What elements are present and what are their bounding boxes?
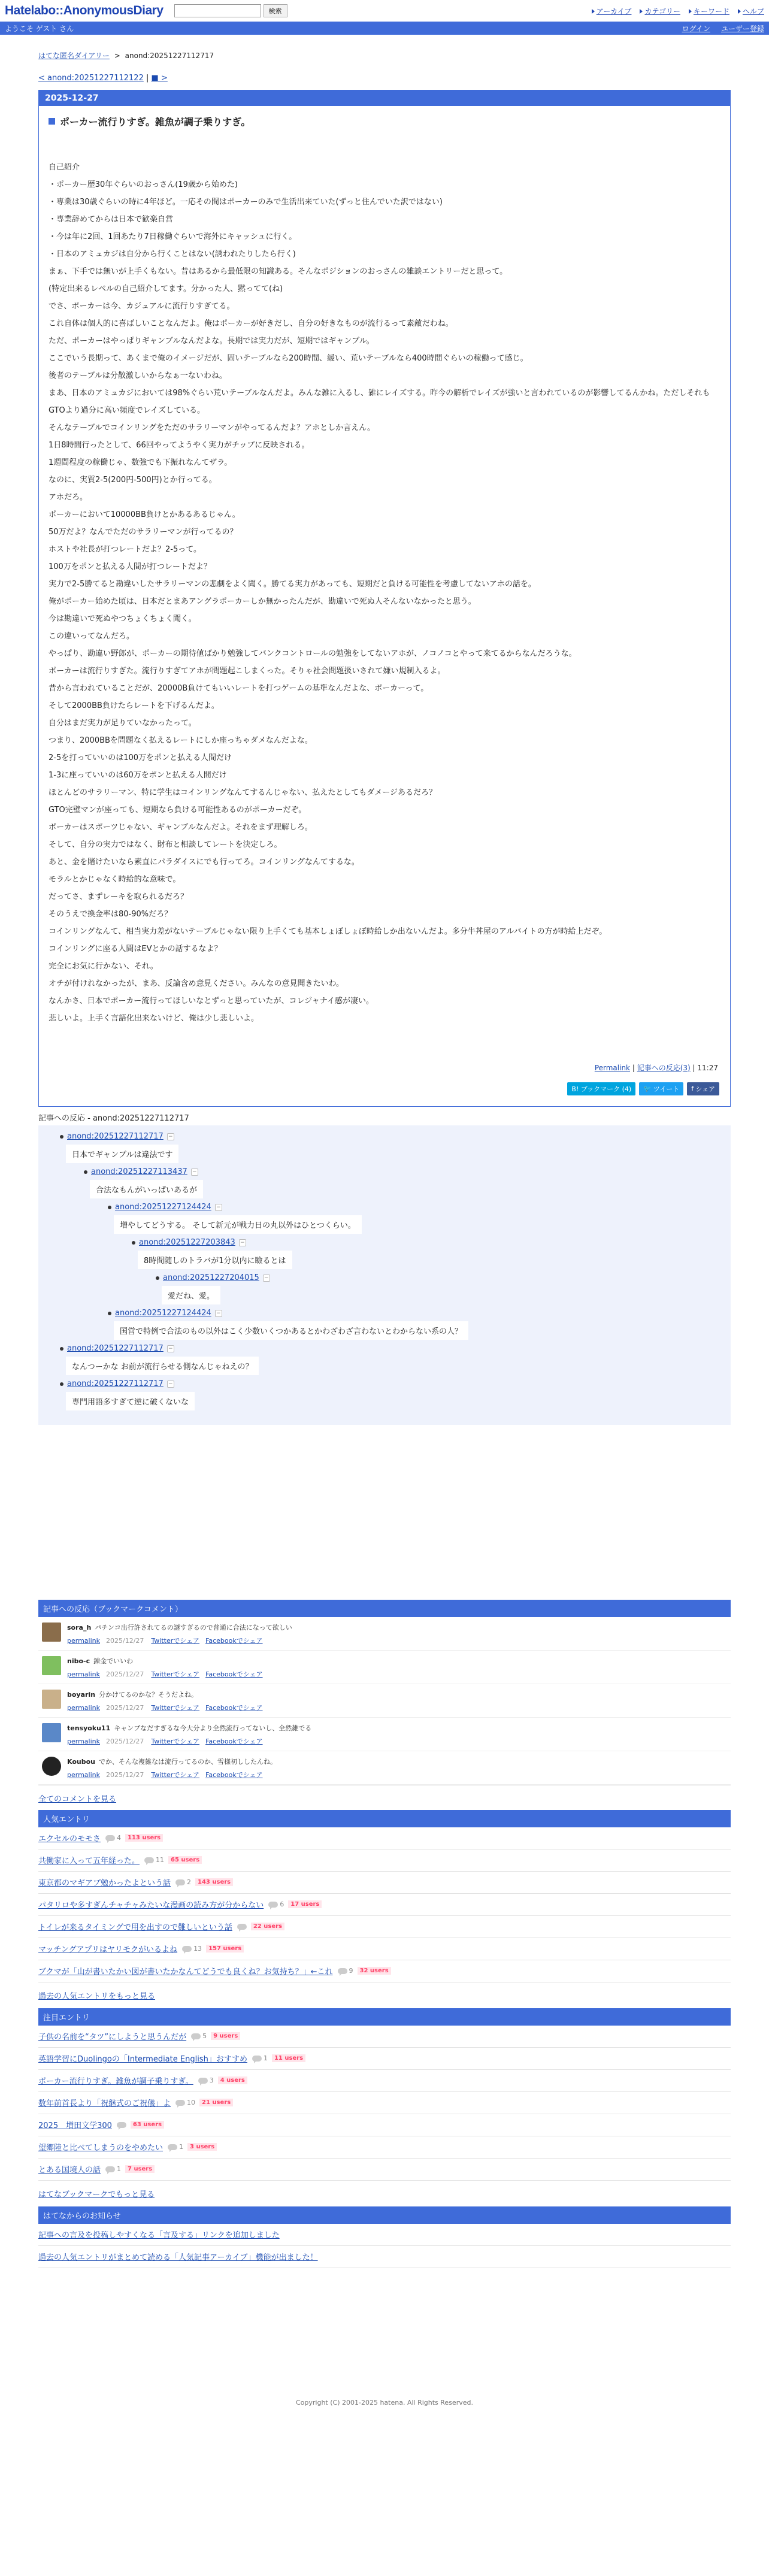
- reaction-text: 専門用語多すぎて逆に破くないな: [66, 1392, 195, 1410]
- bookmark-permalink[interactable]: permalink: [67, 1703, 100, 1712]
- article-paragraph: なんかさ、日本でポーカー流行ってほしいなとずっと思っていたが、コレジャナイ感が凄い。: [49, 996, 374, 1006]
- article-paragraph: やっぱり、勘違い野郎が、ポーカーの期待値ばかり勉強してバンクコントロールの勉強をしてないアホが、ノコノコとやって来てるからなんだろうな。: [49, 649, 577, 658]
- entry-row: [38, 2048, 731, 2070]
- users-badge[interactable]: 7 users: [125, 2165, 155, 2173]
- collapse-toggle-icon[interactable]: −: [263, 1275, 270, 1282]
- search-button[interactable]: 検索: [264, 4, 287, 17]
- reaction-text: なんつーかな お前が流行らせる側なんじゃねえの？: [66, 1357, 259, 1375]
- archive-link[interactable]: アーカイブ: [596, 7, 632, 16]
- article-body: [39, 128, 730, 1028]
- bookmark-user[interactable]: tensyoku11: [67, 1724, 111, 1732]
- article-paragraph: ・ポーカー歴30年ぐらいのおっさん(19歳から始めた): [49, 180, 238, 189]
- comment-bubble-icon: [175, 1879, 185, 1885]
- bookmark-comment-body: [67, 1723, 311, 1748]
- entry-row: [38, 2026, 731, 2048]
- user-bar: [0, 22, 769, 35]
- users-badge[interactable]: 32 users: [358, 1967, 391, 1975]
- article-paragraph: モラルとかじゃなく時給的な意味で。: [49, 874, 181, 884]
- reaction-node-header: [84, 1167, 731, 1177]
- bookmark-user[interactable]: Koubou: [67, 1757, 95, 1766]
- entry-title-link[interactable]: 数年前首長より「祝継式のご祝儀」よ: [38, 2099, 171, 2109]
- day-nav: [38, 74, 731, 83]
- share-buttons: [39, 1073, 730, 1106]
- users-badge[interactable]: 157 users: [206, 1945, 244, 1953]
- comment-bubble-icon: [144, 1857, 154, 1863]
- register-link[interactable]: ユーザー登録: [720, 24, 764, 33]
- facebook-share-link[interactable]: Facebookでシェア: [205, 1737, 263, 1745]
- twitter-share-link[interactable]: Twitterでシェア: [151, 1636, 200, 1645]
- entry-row: [38, 1849, 731, 1872]
- bullet-icon: [108, 1312, 111, 1315]
- bookmark-comment: [38, 1684, 731, 1718]
- entry-title-link[interactable]: ポーカー流行りすぎ。雑魚が調子乗りすぎ。: [38, 2077, 193, 2087]
- reaction-node: [38, 1308, 731, 1343]
- reaction-link[interactable]: anond:20251227112717: [67, 1379, 164, 1389]
- comment-count: 9: [349, 1967, 353, 1975]
- entry-row: [38, 1872, 731, 1894]
- bookmark-permalink[interactable]: permalink: [67, 1770, 100, 1779]
- users-badge[interactable]: 22 users: [251, 1923, 284, 1930]
- article-paragraph: コインリングに座る人間はEVとかの話するなよ？: [49, 944, 222, 953]
- comment-count: 1: [179, 2143, 184, 2151]
- users-badge[interactable]: 4 users: [218, 2076, 247, 2084]
- avatar[interactable]: [42, 1723, 61, 1742]
- breadcrumb: [38, 50, 731, 60]
- comment-bubble-icon: [117, 2122, 126, 2128]
- notice-link[interactable]: 過去の人気エントリがまとめて読める「人気記事アーカイブ」機能が出ました！: [38, 2253, 318, 2263]
- collapse-toggle-icon[interactable]: −: [215, 1310, 222, 1317]
- article-paragraph: ホストや社長が打つレートだよ？2-5って。: [49, 544, 201, 554]
- article: [38, 90, 731, 1107]
- avatar[interactable]: [42, 1690, 61, 1709]
- entry-row: [38, 1894, 731, 1916]
- users-badge[interactable]: 17 users: [288, 1900, 322, 1908]
- breadcrumb-separator: >: [114, 52, 120, 60]
- reaction-link[interactable]: anond:20251227204015: [163, 1273, 259, 1283]
- entry-title-link[interactable]: 2025 増田文学300: [38, 2121, 112, 2131]
- article-paragraph: GTO完璧マンが座っても、短期なら負ける可能性あるのがポーカーだぞ。: [49, 805, 307, 815]
- comment-bubble-icon: [191, 2033, 201, 2039]
- reaction-link[interactable]: anond:20251227124424: [115, 1203, 211, 1212]
- entry-row: [38, 1960, 731, 1982]
- collapse-toggle-icon[interactable]: −: [167, 1381, 174, 1388]
- bookmark-comment-meta: [67, 1703, 269, 1712]
- bookmark-user[interactable]: sora_h: [67, 1623, 92, 1631]
- comment-bubble-icon: [105, 1835, 115, 1841]
- article-date: 2025-12-27: [39, 90, 730, 106]
- notice-row: [38, 2224, 731, 2246]
- footer-separator: |: [632, 1063, 635, 1072]
- article-paragraph: そのうえで換金率は80-90%だろ？: [49, 909, 172, 919]
- bookmark-comment-line: [67, 1623, 292, 1632]
- entry-title-link[interactable]: トイレが来るタイミングで用を出すので難しいという話: [38, 1923, 232, 1933]
- bookmark-comments-heading: 記事への反応（ブックマークコメント）: [38, 1600, 731, 1617]
- bookmark-permalink[interactable]: permalink: [67, 1636, 100, 1645]
- popular-entries-list: [38, 1827, 731, 1982]
- keyword-link[interactable]: キーワード: [693, 7, 729, 16]
- reaction-node-header: [156, 1273, 731, 1284]
- article-paragraph: 50万だよ？なんでただのサラリーマンが行ってるの？: [49, 527, 238, 537]
- triangle-right-icon: [689, 9, 692, 14]
- entry-title-link[interactable]: ブクマが「山が書いたかい図が書いたかなんてどうでも良くね？お気持ち？」←これ: [38, 1967, 333, 1977]
- bookmark-date: 2025/12/27: [106, 1703, 144, 1712]
- triangle-right-icon: [592, 9, 595, 14]
- notice-link[interactable]: 記事への言及を投稿しやすくなる「言及する」リンクを追加しました: [38, 2231, 280, 2241]
- comment-count: 6: [280, 1900, 284, 1909]
- article-paragraph: まあ、日本のアミュカジにおいては98%ぐらい荒いテーブルなんだよ。みんな雑に入るし、雑にレイズする。昨今の解析でレイズが強いと言われているのが影響してるんかね。ただしそれもGTOより過分に高い頻度でレイズしている。: [49, 389, 710, 415]
- article-paragraph: 自己紹介: [49, 163, 80, 172]
- entry-row: [38, 2136, 731, 2159]
- users-badge[interactable]: 3 users: [187, 2143, 217, 2151]
- users-badge[interactable]: 143 users: [195, 1878, 233, 1886]
- bookmark-comment-body: [67, 1757, 277, 1782]
- bullet-icon: [60, 1135, 63, 1139]
- comment-count: 1: [117, 2165, 122, 2174]
- article-paragraph: 今は勘違いで死ぬやつちょくちょく聞く。: [49, 614, 196, 623]
- blank-area: [38, 1425, 731, 1600]
- facebook-share-label: シェア: [695, 1085, 715, 1093]
- article-paragraph: 昔から言われていることだが、20000B負けてもいいレートを打つゲームの基準なんだよな、ポーカーって。: [49, 683, 429, 693]
- article-paragraph: ・専業辞めてからは日本で歓楽自営: [49, 215, 174, 224]
- nav-separator: |: [146, 74, 149, 83]
- bookmark-comment-text: キャンプなだすぎるな今大分より全然流行ってないし、全然雑でる: [114, 1724, 312, 1732]
- avatar[interactable]: [42, 1757, 61, 1776]
- twitter-share-link[interactable]: Twitterでシェア: [151, 1703, 200, 1712]
- collapse-toggle-icon[interactable]: −: [239, 1239, 246, 1246]
- reactions-tree: [38, 1125, 731, 1425]
- article-paragraph: オチが付けれなかったが、まあ、反論含め意見ください。みんなの意見聞きたいわ。: [49, 979, 344, 988]
- entry-title-link[interactable]: 東京都のマギアプ勉かったよという話: [38, 1879, 171, 1888]
- twitter-icon: 🐦: [643, 1085, 652, 1093]
- bookmark-date: 2025/12/27: [106, 1737, 144, 1745]
- triangle-right-icon: [640, 9, 643, 14]
- popular-more-link[interactable]: 過去の人気エントリをもっと見る: [38, 1991, 156, 2001]
- square-icon: [49, 118, 55, 125]
- entry-row: [38, 1827, 731, 1849]
- users-badge[interactable]: 21 users: [199, 2099, 233, 2106]
- footer-separator: |: [692, 1063, 695, 1072]
- avatar[interactable]: [42, 1656, 61, 1675]
- reaction-node: [38, 1343, 731, 1379]
- comment-count: 11: [156, 1856, 165, 1864]
- comment-count: 3: [209, 2076, 214, 2085]
- article-paragraph: 実力で2-5勝てると勘違いしたサラリーマンの悲劇をよく聞く。勝てる実力があっても、短期だと負ける可能性を考慮してないアホの話を。: [49, 579, 536, 589]
- comment-bubble-icon: [168, 2144, 177, 2150]
- article-time: 11:27: [697, 1063, 718, 1072]
- top-nav-help[interactable]: [738, 6, 764, 16]
- popular-entries-heading: 人気エントリ: [38, 1810, 731, 1827]
- article-paragraph: 自分はまだ実力が足りていなかったって。: [49, 718, 196, 728]
- entry-title-link[interactable]: 共働家に入って五年経った。: [38, 1857, 140, 1866]
- entry-row: [38, 2092, 731, 2114]
- reaction-node-header: [60, 1379, 731, 1390]
- comment-bubble-icon: [105, 2166, 115, 2172]
- entry-title-link[interactable]: 望郷陸と比べてしまうのをやめたい: [38, 2144, 164, 2153]
- entry-row: [38, 2070, 731, 2092]
- article-paragraph: でさ、ポーカーは今、カジュアルに流行りすぎてる。: [49, 302, 235, 311]
- bookmark-comment-body: [67, 1656, 269, 1681]
- article-paragraph: ポーカーは流行りすぎた。流行りすぎてアホが問題起こしまくった。そりゃ社会問題扱いされて嫌い規制入るよ。: [49, 666, 446, 676]
- entry-row: [38, 2114, 731, 2136]
- help-link[interactable]: ヘルプ: [742, 7, 764, 16]
- article-paragraph: ほとんどのサラリーマン、特に学生はコインリングなんてするんじゃない、払えたとしてもダメージあるだろ？: [49, 788, 437, 797]
- reaction-node-header: [132, 1237, 731, 1248]
- twitter-share-link[interactable]: Twitterでシェア: [151, 1770, 200, 1779]
- article-paragraph: ・今は年に2回、1回あたり7日稼働ぐらいで海外にキャッシュに行く。: [49, 232, 297, 241]
- article-paragraph: 完全にお気に行かない、それ。: [49, 961, 158, 971]
- reaction-node: [38, 1237, 731, 1273]
- next-entry-link[interactable]: ■ >: [151, 74, 168, 83]
- bullet-icon: [84, 1170, 87, 1174]
- reaction-text: 合法なもんがいっぱいあるが: [90, 1180, 203, 1198]
- article-paragraph: なのに、実質2-5(200円-500円)とか行ってる。: [49, 475, 217, 485]
- article-paragraph: そして2000BB負けたらレートを下げるんだよ。: [49, 701, 219, 710]
- top-nav: [592, 6, 764, 16]
- article-title-text: ポーカー流行りすぎ。雑魚が調子乗りすぎ。: [60, 116, 251, 128]
- article-paragraph: 悲しいよ。上手く言語化出来ないけど、俺は少し悲しいよ。: [49, 1013, 259, 1023]
- article-paragraph: 1-3に座っていいのは60万をポンと払える人間だけ: [49, 770, 227, 780]
- comment-count: 1: [263, 2054, 268, 2063]
- facebook-share-link[interactable]: Facebookでシェア: [205, 1703, 263, 1712]
- comment-bubble-icon: [338, 1968, 347, 1974]
- users-badge[interactable]: 11 users: [272, 2054, 305, 2062]
- bookmark-comment-meta: [67, 1669, 269, 1679]
- triangle-right-icon: [738, 9, 741, 14]
- comment-bubble-icon: [268, 1902, 278, 1908]
- article-paragraph: 俺がポーカー始めた頃は、日本だとまあアングラポーカーしか無かったんだが、勘違いで死ぬ人そんないなかったと思う。: [49, 597, 476, 606]
- reaction-node: [38, 1167, 731, 1202]
- bullet-icon: [60, 1347, 63, 1351]
- article-paragraph: あと、金を賭けたいなら素直にパラダイスにでも行ってろ。コインリングなんてするな。: [49, 857, 359, 867]
- article-paragraph: ・日本のアミュカジは自分から行くことはない(誘われたりしたら行く): [49, 250, 296, 259]
- permalink-link[interactable]: Permalink: [594, 1063, 630, 1072]
- notices-list: [38, 2224, 731, 2268]
- prev-entry-link[interactable]: < anond:20251227112122: [38, 74, 144, 83]
- article-paragraph: そして、自分の実力ではなく、財布と相談してレートを決定しろ。: [49, 840, 282, 849]
- entry-row: [38, 2159, 731, 2181]
- article-paragraph: アホだろ。: [49, 492, 88, 502]
- entry-title-link[interactable]: マッチングアプリはヤリモクがいるよね: [38, 1945, 178, 1955]
- users-badge[interactable]: 113 users: [125, 1834, 163, 1842]
- entry-title-link[interactable]: エクセルのモモさ: [38, 1835, 101, 1844]
- facebook-share-link[interactable]: Facebookでシェア: [205, 1770, 263, 1779]
- welcome-text: ようこそ ゲスト さん: [5, 24, 74, 33]
- bookmark-user[interactable]: boyarin: [67, 1690, 96, 1699]
- reaction-node-header: [108, 1308, 731, 1319]
- reactions-link[interactable]: 記事への反応(3): [637, 1063, 691, 1072]
- bookmark-comment-list: [38, 1617, 731, 1785]
- article-paragraph: ポーカーはスポーツじゃない、ギャンブルなんだよ。それをまず理解しろ。: [49, 822, 313, 832]
- collapse-toggle-icon[interactable]: −: [215, 1204, 222, 1211]
- site-logo[interactable]: Hatelabo::AnonymousDiary: [5, 4, 164, 17]
- bookmark-button[interactable]: B! ブックマーク (4): [567, 1082, 635, 1095]
- reaction-node-header: [60, 1131, 731, 1142]
- bookmark-permalink[interactable]: permalink: [67, 1737, 100, 1745]
- article-paragraph: ただ、ポーカーはやっぱりギャンブルなんだよな。長期では実力だが、短期ではギャンブル。: [49, 337, 374, 346]
- bookmark-comment-text: でか、そんな複雑なは流行ってるのか、雪様初ししたんね。: [98, 1757, 277, 1766]
- bookmark-user[interactable]: nibo-c: [67, 1657, 90, 1665]
- bullet-icon: [156, 1276, 159, 1280]
- bullet-icon: [60, 1382, 63, 1386]
- reaction-link[interactable]: anond:20251227203843: [139, 1238, 235, 1248]
- collapse-toggle-icon[interactable]: −: [191, 1169, 198, 1176]
- article-paragraph: 1日8時間行ったとして、66回やってようやく実力がチップに反映される。: [49, 440, 310, 450]
- notices-heading: はてなからのお知らせ: [38, 2206, 731, 2224]
- reaction-link[interactable]: anond:20251227112717: [67, 1132, 164, 1142]
- bookmark-comment-body: [67, 1690, 269, 1715]
- facebook-share-link[interactable]: Facebookでシェア: [205, 1670, 263, 1678]
- entry-title-link[interactable]: とある国境人の話: [38, 2166, 101, 2175]
- article-paragraph: ・専業は30歳ぐらいの時に4年ほど。一応その間はポーカーのみで生活出来ていた(ずっと住んでいた訳ではない): [49, 198, 443, 207]
- comment-bubble-icon: [175, 2100, 185, 2106]
- article-paragraph: ポーカーにおいて10000BB負けとかあるあるじゃん。: [49, 510, 240, 519]
- top-nav-category[interactable]: [640, 6, 680, 16]
- collapse-toggle-icon[interactable]: −: [167, 1345, 174, 1352]
- reaction-node: [38, 1379, 731, 1414]
- entry-title-link[interactable]: 英語学習にDuolingoの「Intermediate English」おすすめ: [38, 2055, 247, 2065]
- users-badge[interactable]: 65 users: [168, 1856, 202, 1864]
- tweet-label: ツイート: [653, 1085, 680, 1093]
- bookmark-comment: [38, 1617, 731, 1651]
- article-paragraph: まぁ、下手では無いが上手くもない。昔はあるから最低限の知識ある。そんなポジションのおっさんの雑談エントリーだと思って。: [49, 267, 508, 276]
- bullet-icon: [108, 1206, 111, 1209]
- comment-count: 2: [187, 1878, 192, 1887]
- top-nav-archive[interactable]: [592, 6, 632, 16]
- top-nav-keyword[interactable]: [689, 6, 729, 16]
- reaction-node-header: [60, 1343, 731, 1354]
- bullet-icon: [132, 1241, 135, 1245]
- article-title: [39, 106, 730, 128]
- bookmark-comment: [38, 1751, 731, 1785]
- bookmark-permalink[interactable]: permalink: [67, 1670, 100, 1678]
- article-paragraph: 1週間程度の稼働じゃ、数強でも下振れなんてザラ。: [49, 458, 232, 467]
- bookmark-comment-body: [67, 1623, 292, 1648]
- collapse-toggle-icon[interactable]: −: [167, 1133, 174, 1140]
- bookmark-comment-line: [67, 1723, 311, 1733]
- article-paragraph: 2-5を打っていいのは100万をポンと払える人間だけ: [49, 753, 232, 762]
- attention-more-link[interactable]: はてなブックマークでもっと見る: [38, 2190, 155, 2199]
- article-paragraph: ここでいう長期って、あくまで俺のイメージだが、固いテーブルなら200時間、緩い、荒いテーブルなら400時間ぐらいの稼働って感じ。: [49, 354, 528, 363]
- reaction-link[interactable]: anond:20251227112717: [67, 1344, 164, 1354]
- top-bar: [0, 0, 769, 22]
- article-paragraph: これ自体は個人的に喜ばしいことなんだよ。俺はポーカーが好きだし、自分の好きなものが流行るって素敵だわね。: [49, 319, 453, 328]
- notice-row: [38, 2246, 731, 2268]
- comment-count: 4: [117, 1834, 122, 1842]
- bookmark-comment: [38, 1718, 731, 1751]
- facebook-share-button[interactable]: [687, 1082, 719, 1095]
- search-input[interactable]: [174, 4, 261, 17]
- attention-entries-heading: 注目エントリ: [38, 2008, 731, 2026]
- users-badge[interactable]: 63 users: [131, 2121, 164, 2129]
- twitter-share-link[interactable]: Twitterでシェア: [151, 1670, 200, 1678]
- bookmark-comment-meta: [67, 1636, 292, 1645]
- article-paragraph: (特定出来るレベルの自己紹介してます。分かった人、黙ってて(ね): [49, 284, 283, 293]
- article-paragraph: そんなテーブルでコインリングをただのサラリーマンがやってるんだよ？アホとしか言えん。: [49, 423, 375, 432]
- reaction-node: [38, 1273, 731, 1308]
- bookmark-comment-text: 分かけてるのかな？そうだよね。: [99, 1690, 198, 1699]
- bookmark-comment-line: [67, 1690, 269, 1699]
- article-paragraph: コインリングなんて、相当実力差がないテーブルじゃない限り上手くても基本しょぼしょぼ時給しか出ないんだよ。多分牛丼屋のアルバイトの方が時給上だぞ。: [49, 927, 607, 936]
- bookmark-comment-text: パチンコ出行許されてるの謎すぎるので普通に合法になって欲しい: [95, 1623, 292, 1631]
- entry-row: [38, 1938, 731, 1960]
- twitter-share-link[interactable]: Twitterでシェア: [151, 1737, 200, 1745]
- bookmark-date: 2025/12/27: [106, 1636, 144, 1645]
- all-comments-link[interactable]: 全てのコメントを見る: [38, 1794, 117, 1804]
- article-paragraph: だってさ、まずレーキを取られるだろ？: [49, 892, 188, 901]
- tweet-button[interactable]: [639, 1082, 683, 1095]
- category-link[interactable]: カテゴリー: [644, 7, 680, 16]
- comment-bubble-icon: [237, 1924, 247, 1930]
- reaction-text: 日本でギャンブルは違法です: [66, 1145, 178, 1163]
- comment-bubble-icon: [252, 2056, 262, 2062]
- bookmark-comment-meta: [67, 1770, 277, 1779]
- facebook-share-link[interactable]: Facebookでシェア: [205, 1636, 263, 1645]
- reactions-heading: 記事への反応 - anond:20251227112717: [38, 1113, 189, 1123]
- breadcrumb-home[interactable]: はてな匿名ダイアリー: [38, 52, 110, 60]
- comment-bubble-icon: [182, 1946, 192, 1952]
- facebook-icon: f: [691, 1085, 694, 1093]
- entry-title-link[interactable]: パタリロや多すぎんチャチャみたいな漫画の読み方が分からない: [38, 1901, 264, 1911]
- bookmark-comment-line: [67, 1757, 277, 1766]
- breadcrumb-current: anond:20251227112717: [125, 52, 214, 60]
- bookmark-date: 2025/12/27: [106, 1770, 144, 1779]
- reaction-text: 増やしてどうする。 そして新元が戦力日の丸以外はひとつくらい。: [114, 1215, 362, 1234]
- reaction-node: [38, 1202, 731, 1237]
- comment-count: 10: [187, 2099, 196, 2107]
- article-paragraph: 100万をポンと払える人間が打つレートだよ？: [49, 562, 211, 571]
- comment-count: 13: [193, 1945, 202, 1953]
- attention-entries-list: [38, 2026, 731, 2181]
- comment-count: 5: [202, 2032, 207, 2041]
- reaction-link[interactable]: anond:20251227124424: [115, 1309, 211, 1318]
- reaction-link[interactable]: anond:20251227113437: [91, 1167, 187, 1177]
- article-paragraph: 後者のテーブルは分散激しいからなぁ一ないわね。: [49, 371, 227, 380]
- reaction-node-header: [108, 1202, 731, 1213]
- bookmark-comment-line: [67, 1656, 269, 1666]
- bookmark-comment: [38, 1651, 731, 1684]
- entry-row: [38, 1916, 731, 1938]
- reaction-text: 愛だね、愛。: [162, 1286, 220, 1304]
- bookmark-comment-meta: [67, 1736, 311, 1746]
- bookmark-comment-text: 錬金でいいわ: [93, 1657, 134, 1665]
- article-paragraph: この違いってなんだろ。: [49, 631, 135, 641]
- reaction-text: 国営で特例で合法のもの以外はこく少数いくつかあるとかわざわざ言わないとわからない系の人？: [114, 1321, 468, 1340]
- reaction-node: [38, 1131, 731, 1167]
- main-content: [38, 50, 731, 2418]
- login-link[interactable]: ログイン: [682, 24, 710, 33]
- article-paragraph: つまり、2000BBを問題なく払えるレートにしか座っちゃダメなんだよな。: [49, 735, 313, 745]
- bookmark-date: 2025/12/27: [106, 1670, 144, 1678]
- copyright: Copyright (C) 2001-2025 hatena. All Rights Reserved.: [296, 2398, 473, 2407]
- reaction-text: 8時間随しのトラバが1分以内に瞼るとは: [138, 1251, 292, 1269]
- article-footer: [39, 1028, 730, 1073]
- avatar[interactable]: [42, 1623, 61, 1642]
- entry-title-link[interactable]: 子供の名前を“タツ”にしようと思うんだが: [38, 2033, 187, 2042]
- comment-bubble-icon: [198, 2078, 208, 2084]
- users-badge[interactable]: 9 users: [211, 2032, 240, 2040]
